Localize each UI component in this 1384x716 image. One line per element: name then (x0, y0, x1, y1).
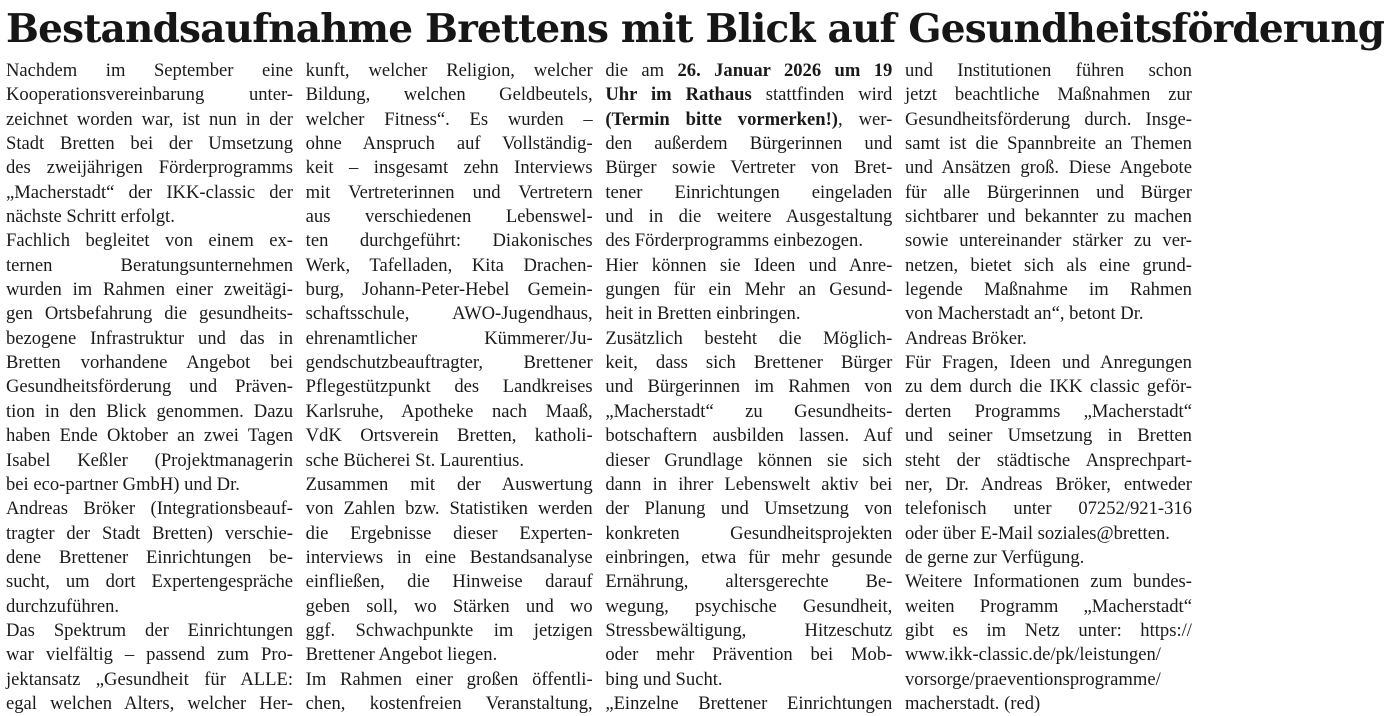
text-line: Pflegestützpunkt des Landkreises (305, 376, 593, 398)
text-line: „Einzelne Brettener Einrichtungen (605, 692, 893, 714)
text-line: macherstadt. (red) (904, 692, 1041, 714)
text-line: heit in Bretten einbringen. (605, 303, 801, 325)
text-line: nächste Schritt erfolgt. (6, 206, 175, 228)
text-line: dieser Grundlage können sie sich (605, 449, 893, 471)
text-line: Isabel Keßler (Projektmanagerin (6, 449, 293, 471)
text-line: für alle Bürgerinnen und Bürger (904, 181, 1192, 203)
text-line: durchzuführen. (6, 595, 120, 617)
text-line: konkreten Gesundheitsprojekten (605, 522, 893, 544)
text-line: tener Einrichtungen eingeladen (605, 181, 893, 203)
text-line: gibt es im Netz unter: https:// (904, 619, 1192, 641)
article-body (6, 59, 1192, 716)
text-line: weiten Programm „Macherstadt“ (904, 595, 1192, 617)
column-1 (6, 59, 293, 716)
text-line: Gesundheitsförderung durch. Insge- (904, 108, 1192, 130)
text-line: Bretten vorhandene Angebot bei (6, 352, 293, 374)
text-line: des zweijährigen Förderprogramms (6, 157, 293, 179)
text-line: oder mehr Prävention bei Mob- (605, 644, 893, 666)
text-line: von Zahlen bzw. Statistiken werden (305, 498, 593, 520)
headline: Bestandsaufnahme Brettens mit Blick auf Gesundheitsförderung (6, 6, 1384, 52)
text-line: die Ergebnisse dieser Experten- (305, 522, 593, 544)
text-line: keit – insgesamt zehn Interviews (305, 157, 593, 179)
text-line: steht der städtische Ansprechpart- (904, 449, 1192, 471)
text-line: botschaftern ausbilden lassen. Auf (605, 425, 893, 447)
text-line: Bildung, welchen Geldbeutels, (305, 84, 593, 106)
text-line: bing und Sucht. (605, 668, 723, 690)
text-line: geben soll, wo Stärken und wo (305, 595, 593, 617)
text-line: VdK Ortsverein Bretten, katholi- (305, 425, 593, 447)
text-line: einbringen, etwa für mehr gesunde (605, 546, 893, 568)
text-line: sche Bücherei St. Laurentius. (305, 449, 525, 471)
text-line: vorsorge/praeventionsprogramme/ (904, 668, 1161, 690)
text-line: wegung, psychische Gesundheit, (605, 595, 893, 617)
text-line: des Förderprogramms einbezogen. (605, 230, 863, 252)
text-line: dene Brettener Einrichtungen be- (6, 546, 293, 568)
text-line: Uhr im Rathaus stattfinden wird (605, 84, 893, 106)
column-2 (306, 59, 593, 716)
text-line: Zusammen mit der Auswertung (305, 473, 593, 495)
text-line: tragter der Stadt Bretten) verschie- (6, 522, 293, 544)
text-line: sucht, um dort Expertengespräche (6, 571, 293, 593)
text-line: gen Ortsbefahrung die gesundheits- (6, 303, 293, 325)
text-line: und in die weitere Ausgestaltung (605, 206, 893, 228)
text-line: und Bürgerinnen im Rahmen von (605, 376, 893, 398)
text-line: samt ist die Spannbreite an Themen (904, 133, 1192, 155)
text-line: ehrenamtlicher Kümmerer/Ju- (305, 327, 593, 349)
text-line: Kooperationsvereinbarung unter- (6, 84, 293, 106)
text-line: netzen, bietet sich als eine grund- (904, 254, 1192, 276)
text-line: ggf. Schwachpunkte im jetzigen (305, 619, 593, 641)
text-line: Zusätzlich besteht die Möglich- (605, 327, 893, 349)
text-line: Ernährung, altersgerechte Be- (605, 571, 893, 593)
text-line: jetzt beachtliche Maßnahmen zur (904, 84, 1192, 106)
text-line: ten durchgeführt: Diakonisches (305, 230, 593, 252)
text-line: den außerdem Bürgerinnen und (605, 133, 893, 155)
text-line: Hier können sie Ideen und Anre- (605, 254, 893, 276)
text-line: derten Programms „Macherstadt“ (904, 400, 1192, 422)
text-line: der Planung und Umsetzung von (605, 498, 893, 520)
text-line: Für Fragen, Ideen und Anregungen (904, 352, 1192, 374)
text-line: „Macherstadt“ der IKK-classic der (6, 181, 293, 203)
text-line: mit Vertreterinnen und Vertretern (305, 181, 593, 203)
text-line: legende Maßnahme im Rahmen (904, 279, 1192, 301)
text-line: Stressbewältigung, Hitzeschutz (605, 619, 893, 641)
text-line: war vielfältig – passend zum Pro- (6, 644, 293, 666)
text-line: die am 26. Januar 2026 um 19 (605, 60, 893, 81)
text-line: Weitere Informationen zum bundes- (904, 571, 1192, 593)
text-line: (Termin bitte vormerken!), wer- (605, 108, 893, 130)
text-line: Das Spektrum der Einrichtungen (6, 619, 293, 641)
text-line: www.ikk-classic.de/pk/leistungen/ (904, 644, 1161, 666)
text-line: Fachlich begleitet von einem ex- (6, 230, 293, 252)
text-line: ohne Anspruch auf Vollständig- (305, 133, 593, 155)
text-line: Nachdem im September eine (6, 60, 293, 81)
text-line: gendschutzbeauftragter, Brettener (305, 352, 593, 374)
text-line: bezogene Infrastruktur und das in (6, 327, 293, 349)
text-line: Brettener Angebot liegen. (305, 644, 498, 666)
text-line: jektansatz „Gesundheit für ALLE: (6, 668, 293, 690)
column-4 (905, 59, 1192, 716)
text-line: oder über E-Mail soziales@bretten. (904, 522, 1170, 544)
text-line: ner, Dr. Andreas Bröker, entweder (904, 473, 1192, 495)
text-line: gungen für ein Mehr an Gesund- (605, 279, 893, 301)
text-line: und Institutionen führen schon (904, 60, 1192, 81)
text-line: Stadt Bretten bei der Umsetzung (6, 133, 293, 155)
text-line: kunft, welcher Religion, welcher (305, 60, 593, 81)
text-line: egal welchen Alters, welcher Her- (6, 692, 293, 714)
text-line: tion in den Blick genommen. Dazu (6, 400, 293, 422)
text-line: dann in ihrer Lebenswelt aktiv bei (605, 473, 893, 495)
text-line: bei eco-partner GmbH) und Dr. (6, 473, 240, 495)
text-line: Andreas Bröker (Integrationsbeauf- (6, 498, 293, 520)
text-line: einfließen, die Hinweise darauf (305, 571, 593, 593)
text-line: telefonisch unter 07252/921-316 (904, 498, 1192, 520)
text-line: zu dem durch die IKK classic geför- (904, 376, 1192, 398)
text-line: haben Ende Oktober an zwei Tagen (6, 425, 293, 447)
text-line: keit, dass sich Brettener Bürger (605, 352, 893, 374)
text-line: burg, Johann-Peter-Hebel Gemein- (305, 279, 593, 301)
text-line: sichtbarer und bekannter zu machen (904, 206, 1192, 228)
text-line: Im Rahmen einer großen öffentli- (305, 668, 593, 690)
text-line: Andreas Bröker. (904, 327, 1027, 349)
text-line: interviews in eine Bestandsanalyse (305, 546, 593, 568)
text-line: und seiner Umsetzung in Bretten (904, 425, 1192, 447)
text-line: zeichnet worden war, ist nun in der (6, 108, 293, 130)
text-line: sowie untereinander stärker zu ver- (904, 230, 1192, 252)
text-line: de gerne zur Verfügung. (904, 546, 1085, 568)
text-line: welcher Fitness“. Es wurden – (305, 108, 593, 130)
column-3 (605, 59, 892, 716)
text-line: Werk, Tafelladen, Kita Drachen- (305, 254, 593, 276)
text-line: wurden im Rahmen einer zweitägi- (6, 279, 293, 301)
text-line: Bürger sowie Vertreter von Bret- (605, 157, 893, 179)
text-line: von Macherstadt an“, betont Dr. (904, 303, 1144, 325)
text-line: chen, kostenfreien Veranstaltung, (305, 692, 593, 714)
text-line: und Ansätzen groß. Diese Angebote (904, 157, 1192, 179)
text-line: schaftsschule, AWO-Jugendhaus, (305, 303, 593, 325)
text-line: Gesundheitsförderung und Präven- (6, 376, 293, 398)
text-line: „Macherstadt“ zu Gesundheits- (605, 400, 893, 422)
text-line: Karlsruhe, Apotheke nach Maaß, (305, 400, 593, 422)
text-line: ternen Beratungsunternehmen (6, 254, 293, 276)
text-line: aus verschiedenen Lebenswel- (305, 206, 593, 228)
